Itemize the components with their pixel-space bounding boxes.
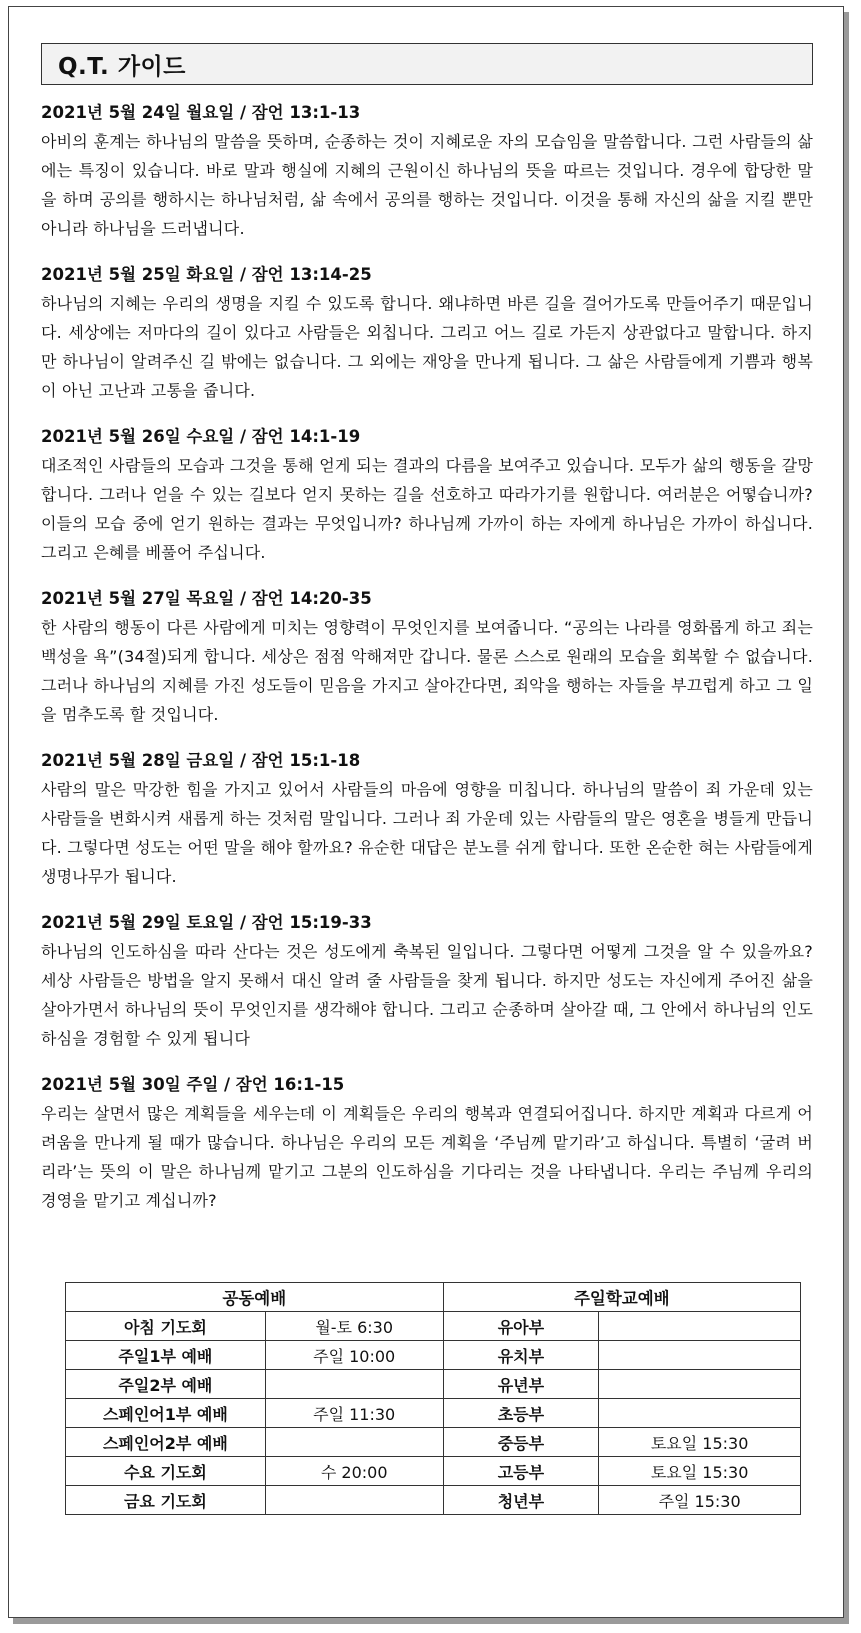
department-time (599, 1341, 801, 1370)
common-worship-header: 공동예배 (66, 1283, 444, 1312)
entry-heading: 2021년 5월 27일 목요일 / 잠언 14:20-35 (41, 589, 372, 608)
department-time (599, 1370, 801, 1399)
service-time (265, 1486, 443, 1515)
entry-body: 사람의 말은 막강한 힘을 가지고 있어서 사람들의 마음에 영향을 미칩니다. 하나님의 말씀이 죄 가운데 있는 사람들을 변화시켜 새롭게 하는 것처럼 말입니다. 그러나 죄 가운데 있는 사람들의 말은 영혼을 병들게 만듭니다. 그렇다면 성도는 어떤 말을 해야 할까요? 유순한 대답은 분노를 쉬게 합니다. 또한 온순한 혀는 사람들에게 생명나무가 됩니다. (41, 780, 813, 886)
service-name: 스페인어1부 예배 (66, 1399, 266, 1428)
entry-body: 하나님의 지혜는 우리의 생명을 지킬 수 있도록 합니다. 왜냐하면 바른 길을 걸어가도록 만들어주기 때문입니다. 세상에는 저마다의 길이 있다고 사람들은 외칩니다. 그리고 어느 길로 가든지 상관없다고 말합니다. 하지만 하나님이 알려주신 길 밖에는 없습니다. 그 외에는 재앙을 만나게 됩니다. 그 삶은 사람들에게 기쁨과 행복이 아닌 고난과 고통을 줍니다. (41, 294, 813, 400)
service-name: 주일1부 예배 (66, 1341, 266, 1370)
department-name: 유년부 (443, 1370, 599, 1399)
qt-entries (41, 99, 813, 1233)
department-name: 초등부 (443, 1399, 599, 1428)
entry-body: 아비의 훈계는 하나님의 말씀을 뜻하며, 순종하는 것이 지혜로운 자의 모습임을 말씀합니다. 그런 사람들의 삶에는 특징이 있습니다. 바로 말과 행실에 지혜의 근원이신 하나님의 뜻을 따르는 것입니다. 경우에 합당한 말을 하며 공의를 행하시는 하나님처럼, 삶 속에서 공의를 행하는 것입니다. 이것을 통해 자신의 삶을 지킬 뿐만 아니라 하나님을 드러냅니다. (41, 132, 813, 238)
service-name: 스페인어2부 예배 (66, 1428, 266, 1457)
department-time: 토요일 15:30 (599, 1428, 801, 1457)
service-time: 월-토 6:30 (265, 1312, 443, 1341)
service-time: 수 20:00 (265, 1457, 443, 1486)
department-time (599, 1312, 801, 1341)
qt-entry (41, 585, 813, 729)
department-name: 유치부 (443, 1341, 599, 1370)
entry-heading: 2021년 5월 28일 금요일 / 잠언 15:1-18 (41, 751, 361, 770)
worship-schedule-table (65, 1282, 801, 1515)
department-time (599, 1399, 801, 1428)
entry-heading: 2021년 5월 25일 화요일 / 잠언 13:14-25 (41, 265, 372, 284)
service-time (265, 1428, 443, 1457)
qt-entry (41, 261, 813, 405)
table-row (66, 1428, 801, 1457)
service-time: 주일 10:00 (265, 1341, 443, 1370)
table-header-row (66, 1283, 801, 1312)
department-time: 주일 15:30 (599, 1486, 801, 1515)
department-name: 중등부 (443, 1428, 599, 1457)
page-title: Q.T. 가이드 (41, 43, 813, 85)
sunday-school-header: 주일학교예배 (443, 1283, 800, 1312)
qt-entry (41, 909, 813, 1053)
table-row (66, 1370, 801, 1399)
table-row (66, 1312, 801, 1341)
service-time: 주일 11:30 (265, 1399, 443, 1428)
service-time (265, 1370, 443, 1399)
qt-entry (41, 747, 813, 891)
entry-body: 대조적인 사람들의 모습과 그것을 통해 얻게 되는 결과의 다름을 보여주고 있습니다. 모두가 삶의 행동을 갈망합니다. 그러나 얻을 수 있는 길보다 얻지 못하는 길을 선호하고 따라가기를 원합니다. 여러분은 어떻습니까? 이들의 모습 중에 얻기 원하는 결과는 무엇입니까? 하나님께 가까이 하는 자에게 하나님은 가까이 하십니다. 그리고 은혜를 베풀어 주십니다. (41, 456, 813, 562)
table-row (66, 1341, 801, 1370)
entry-heading: 2021년 5월 24일 월요일 / 잠언 13:1-13 (41, 103, 361, 122)
department-name: 청년부 (443, 1486, 599, 1515)
department-time: 토요일 15:30 (599, 1457, 801, 1486)
qt-entry (41, 99, 813, 243)
table-row (66, 1457, 801, 1486)
table-row (66, 1399, 801, 1428)
service-name: 아침 기도회 (66, 1312, 266, 1341)
entry-body: 하나님의 인도하심을 따라 산다는 것은 성도에게 축복된 일입니다. 그렇다면 어떻게 그것을 알 수 있을까요? 세상 사람들은 방법을 알지 못해서 대신 알려 줄 사람들을 찾게 됩니다. 하지만 성도는 자신에게 주어진 삶을 살아가면서 하나님의 뜻이 무엇인지를 생각해야 합니다. 그리고 순종하며 살아갈 때, 그 안에서 하나님의 인도하심을 경험할 수 있게 됩니다 (41, 942, 813, 1048)
service-name: 수요 기도회 (66, 1457, 266, 1486)
department-name: 고등부 (443, 1457, 599, 1486)
entry-body: 우리는 살면서 많은 계획들을 세우는데 이 계획들은 우리의 행복과 연결되어집니다. 하지만 계획과 다르게 어려움을 만나게 될 때가 많습니다. 하나님은 우리의 모든 계획을 ‘주님께 맡기라’고 하십니다. 특별히 ‘굴려 버리라’는 뜻의 이 말은 하나님께 맡기고 그분의 인도하심을 기다리는 것을 나타냅니다. 우리는 주님께 우리의 경영을 맡기고 계십니까? (41, 1104, 813, 1210)
entry-heading: 2021년 5월 29일 토요일 / 잠언 15:19-33 (41, 913, 372, 932)
entry-heading: 2021년 5월 30일 주일 / 잠언 16:1-15 (41, 1075, 345, 1094)
service-name: 주일2부 예배 (66, 1370, 266, 1399)
qt-entry (41, 1071, 813, 1215)
table-row (66, 1486, 801, 1515)
bulletin-page (8, 6, 844, 1618)
service-name: 금요 기도회 (66, 1486, 266, 1515)
entry-heading: 2021년 5월 26일 수요일 / 잠언 14:1-19 (41, 427, 361, 446)
qt-entry (41, 423, 813, 567)
department-name: 유아부 (443, 1312, 599, 1341)
entry-body: 한 사람의 행동이 다른 사람에게 미치는 영향력이 무엇인지를 보여줍니다. “공의는 나라를 영화롭게 하고 죄는 백성을 욕”(34절)되게 합니다. 세상은 점점 악해져만 갑니다. 물론 스스로 원래의 모습을 회복할 수 없습니다. 그러나 하나님의 지혜를 가진 성도들이 믿음을 가지고 살아간다면, 죄악을 행하는 자들을 부끄럽게 하고 그 일을 멈추도록 할 것입니다. (41, 618, 813, 724)
